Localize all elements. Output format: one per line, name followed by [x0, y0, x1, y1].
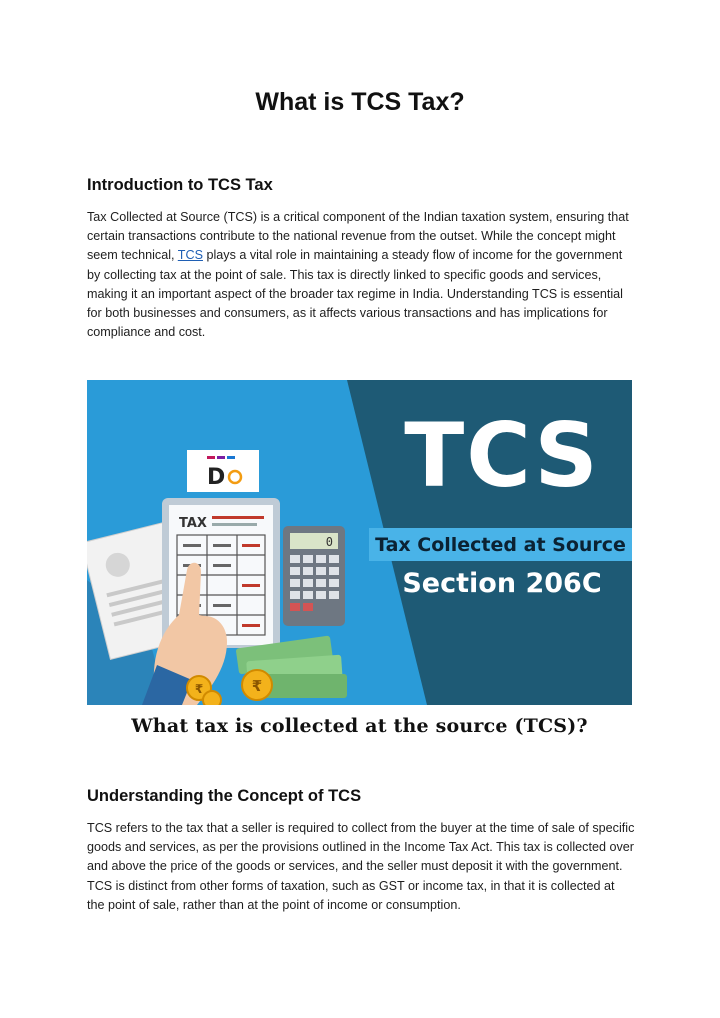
- intro-paragraph: [87, 208, 635, 342]
- tcs-link[interactable]: TCS: [177, 248, 203, 263]
- page-title: What is TCS Tax?: [255, 88, 465, 116]
- coin-rupee-2: ₹: [194, 682, 204, 696]
- concept-paragraph: TCS refers to the tax that a seller is required to collect from the buyer at the time of sale of specific goods and services, as per the provisions outlined in the Income Tax Act. This tax is collected over and above the price of the goods or services, and the seller must deposit it with the government. TCS is distinct from other forms of taxation, such as GST or income tax, in that it is collected at the point of sale, rather than at the point of income or consumption.: [87, 821, 635, 912]
- rupee-coins: [187, 670, 272, 705]
- concept-heading: Understanding the Concept of TCS: [87, 787, 362, 805]
- logo-card: [187, 450, 259, 492]
- banner-tcs-title: TCS: [404, 404, 600, 507]
- calculator: [283, 526, 345, 626]
- clipboard-label: TAX: [179, 516, 207, 531]
- logo-mark-d: D: [207, 465, 226, 490]
- banner-tcs-subtitle: Tax Collected at Source: [369, 528, 632, 561]
- intro-text-before: Tax Collected at Source (TCS) is a critical component of the Indian taxation system, ensuring that certain transactions contribute to the national revenue from the outset. While the concept might seem technical,: [87, 210, 629, 263]
- calculator-display: 0: [325, 535, 333, 549]
- intro-heading: Introduction to TCS Tax: [87, 176, 273, 194]
- tcs-banner-image: [87, 380, 632, 705]
- banner-caption: What tax is collected at the source (TCS)?: [87, 706, 632, 746]
- intro-text-after: plays a vital role in maintaining a steady flow of income for the government by collecting tax at the point of sale. This tax is directly linked to specific goods and services, making it an important aspect of the broader tax regime in India. Understanding TCS is essential for both businesses and consumers, as it affects various transactions and has implications for compliance and cost.: [87, 248, 623, 340]
- coin-rupee-1: ₹: [251, 677, 263, 695]
- banner-section-label: Section 206C: [402, 568, 602, 599]
